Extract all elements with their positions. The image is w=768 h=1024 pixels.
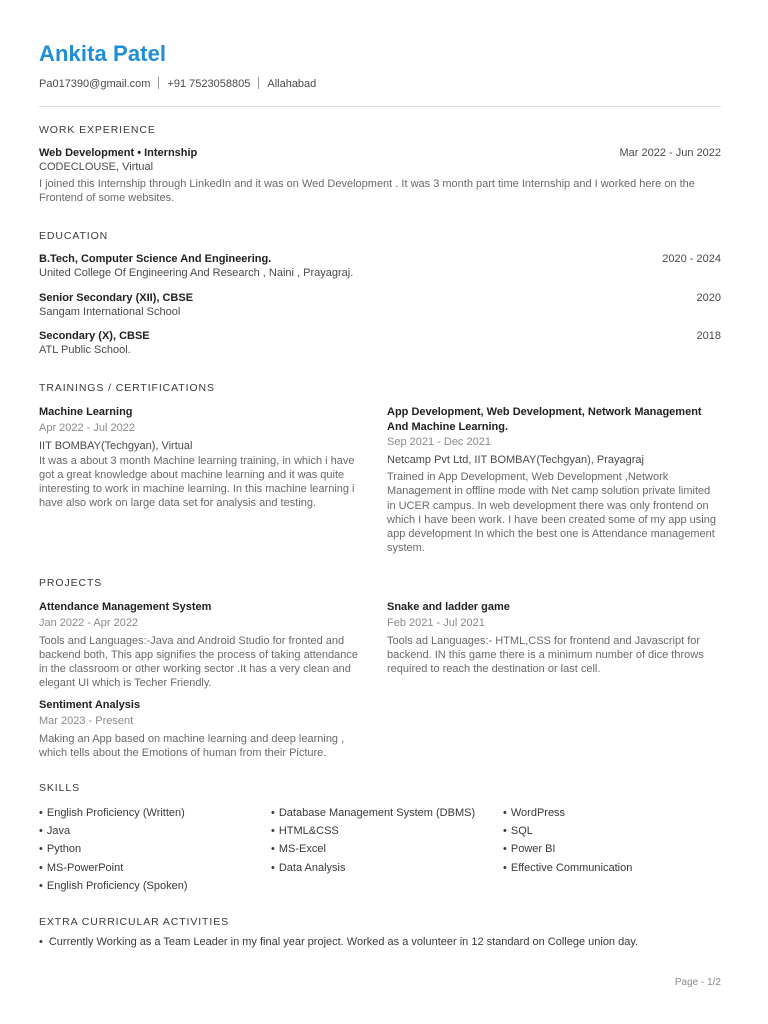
- project-title: Sentiment Analysis: [39, 699, 141, 711]
- training-org: Netcamp Pvt Ltd, IIT BOMBAY(Techgyan), Prayagraj: [387, 454, 644, 466]
- training-description: It was a about 3 month Machine learning training, in which i have got a great knowledge about machine learning and it was quite interesting to work in machine learning. In this machine learning i have also work on large data set for analysis and testing.: [39, 454, 355, 510]
- location: Allahabad: [267, 78, 317, 90]
- section-title-education: EDUCATION: [39, 230, 109, 242]
- training-title: App Development, Web Development, Network Management And Machine Learning.: [387, 406, 702, 433]
- resume-page: [39, 0, 721, 1024]
- section-title-projects: PROJECTS: [39, 577, 103, 589]
- candidate-name: Ankita Patel: [39, 41, 167, 66]
- education-item: [39, 253, 721, 281]
- education-date: 2020 - 2024: [662, 253, 721, 265]
- skill-item: • Data Analysis: [271, 859, 503, 877]
- project-description: Tools and Languages:-Java and Android Studio for fronted and backend both, This app signifies the process of taking attendance in the classroom or other working sector .It has a very clean and elegant UI which is Techer Friendly.: [39, 634, 359, 690]
- training-description: Trained in App Development, Web Development ,Network Management in offline mode with Net camp solution private limited in UCER campus. In web development there was only frontend on which I have been work. I have been created some of my app using app development In which the best one is Attendance management system.: [387, 471, 716, 555]
- skill-item: • Python: [39, 840, 271, 858]
- training-date: Apr 2022 - Jul 2022: [39, 421, 136, 434]
- work-date: Mar 2022 - Jun 2022: [619, 147, 721, 159]
- training-org: IIT BOMBAY(Techgyan), Virtual: [39, 439, 193, 452]
- project-date: Feb 2021 - Jul 2021: [387, 616, 485, 629]
- skills-column: [271, 804, 503, 895]
- skill-item: • MS-Excel: [271, 840, 503, 858]
- education-school: ATL Public School.: [39, 344, 131, 356]
- education-item: [39, 292, 721, 320]
- work-title: Web Development • Internship: [39, 147, 198, 159]
- education-degree: Senior Secondary (XII), CBSE: [39, 292, 194, 304]
- skills-column: [503, 804, 703, 895]
- skill-item: • Java: [39, 822, 271, 840]
- training-item: [39, 405, 369, 511]
- section-title-work: WORK EXPERIENCE: [39, 124, 156, 136]
- work-org: CODECLOUSE, Virtual: [39, 161, 154, 173]
- skill-item: • Effective Communication: [503, 859, 703, 877]
- education-school: Sangam International School: [39, 306, 181, 318]
- skill-item: • English Proficiency (Written): [39, 804, 271, 822]
- skill-item: • Power BI: [503, 840, 703, 858]
- skill-item: • HTML&CSS: [271, 822, 503, 840]
- project-description: Making an App based on machine learning and deep learning , which tells about the Emotions of human from their Picture.: [39, 732, 345, 759]
- section-title-extra: EXTRA CURRICULAR ACTIVITIES: [39, 916, 229, 928]
- project-item: [39, 698, 369, 760]
- extra-item: • Currently Working as a Team Leader in my final year project. Worked as a volunteer in 12 standard on College union day.: [39, 936, 638, 948]
- project-date: Mar 2023 - Present: [39, 714, 134, 727]
- skill-item: • English Proficiency (Spoken): [39, 877, 271, 895]
- contact-line: [39, 77, 316, 90]
- training-date: Sep 2021 - Dec 2021: [387, 436, 491, 448]
- email: Pa017390@gmail.com: [39, 78, 151, 90]
- project-title: Snake and ladder game: [387, 601, 510, 613]
- skills-column: [39, 804, 271, 895]
- header-divider: [39, 106, 721, 107]
- skill-item: • MS-PowerPoint: [39, 859, 271, 877]
- education-date: 2018: [696, 330, 721, 342]
- project-description: Tools ad Languages:- HTML,CSS for frontend and Javascript for backend. IN this game there is a minimum number of dice throws required to reach the destination or last cell.: [387, 634, 704, 676]
- divider: [258, 77, 259, 89]
- education-school: United College Of Engineering And Research , Naini , Prayagraj.: [39, 267, 354, 279]
- skill-item: • SQL: [503, 822, 703, 840]
- phone: +91 7523058805: [167, 78, 251, 90]
- section-title-skills: SKILLS: [39, 782, 81, 794]
- work-item: [39, 147, 721, 206]
- project-item: [387, 600, 717, 676]
- page-number: Page - 1/2: [674, 977, 721, 988]
- training-title: Machine Learning: [39, 406, 133, 418]
- divider: [158, 77, 159, 89]
- education-degree: B.Tech, Computer Science And Engineering.: [39, 253, 272, 265]
- skills-list: [39, 804, 721, 895]
- skill-item: • Database Management System (DBMS): [271, 804, 503, 822]
- education-date: 2020: [696, 292, 721, 304]
- education-degree: Secondary (X), CBSE: [39, 330, 150, 342]
- education-item: [39, 330, 721, 358]
- project-item: [39, 600, 369, 691]
- project-title: Attendance Management System: [39, 601, 212, 613]
- section-title-trainings: TRAININGS / CERTIFICATIONS: [39, 382, 215, 394]
- training-item: [387, 405, 717, 556]
- project-date: Jan 2022 - Apr 2022: [39, 616, 139, 629]
- work-description: I joined this Internship through LinkedIn and it was on Wed Development . It was 3 month part time Internship and I worked here on the Frontend of some websites.: [39, 178, 695, 205]
- skill-item: • WordPress: [503, 804, 703, 822]
